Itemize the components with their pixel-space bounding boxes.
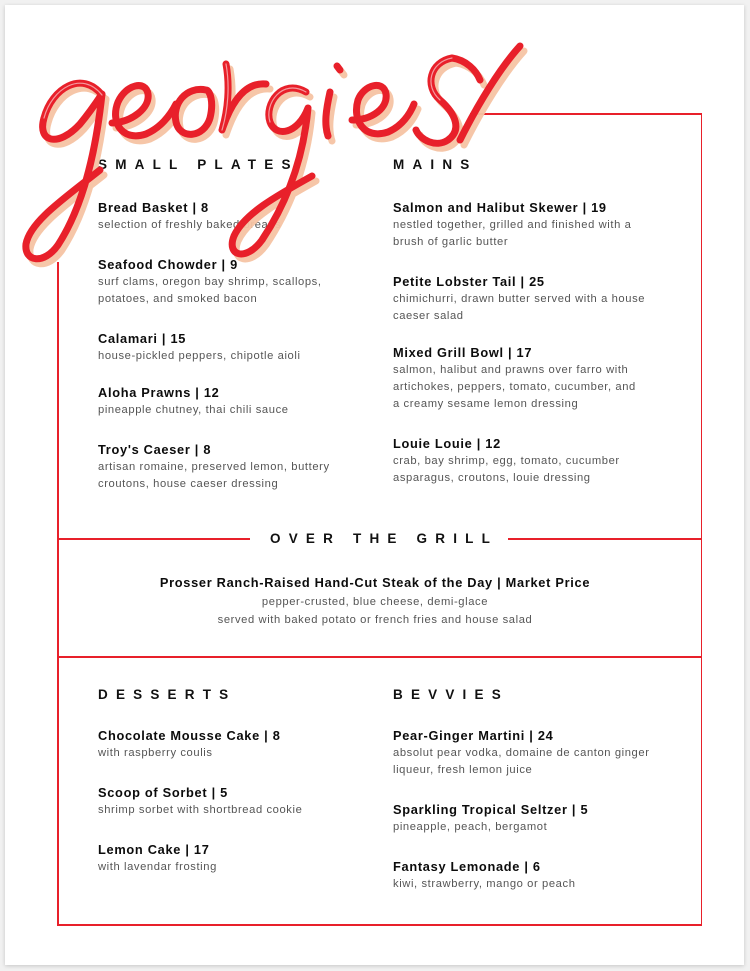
item-description: caeser salad [393, 310, 464, 322]
menu-item [98, 441, 330, 493]
item-title: Lemon Cake | 17 [98, 842, 210, 857]
item-description: artisan romaine, preserved lemon, buttery [98, 461, 330, 473]
item-description: with lavendar frosting [98, 861, 217, 873]
desserts-heading: DESSERTS [98, 687, 237, 702]
menu-item [98, 727, 281, 762]
item-description: with raspberry coulis [98, 747, 213, 759]
steak-description: served with baked potato or french fries and house salad [217, 614, 533, 626]
item-title: Seafood Chowder | 9 [98, 257, 238, 272]
frame-left-line [57, 262, 59, 925]
item-description: house-pickled peppers, chipotle aioli [98, 350, 301, 362]
item-title: Sparkling Tropical Seltzer | 5 [393, 802, 589, 817]
frame-right-line [701, 113, 703, 925]
item-description: croutons, house caeser dressing [98, 478, 279, 490]
menu-item [393, 801, 588, 836]
steak-title: Prosser Ranch-Raised Hand-Cut Steak of the Day | Market Price [159, 575, 591, 590]
item-description: artichokes, peppers, tomato, cucumber, and [393, 381, 636, 393]
small-plates-heading: SMALL PLATES [98, 157, 299, 172]
item-title: Petite Lobster Tail | 25 [393, 274, 545, 289]
item-description: potatoes, and smoked bacon [98, 293, 258, 305]
item-title: Calamari | 15 [98, 331, 187, 346]
menu-item [393, 273, 645, 325]
item-title: Louie Louie | 12 [393, 436, 501, 451]
item-title: Troy's Caeser | 8 [98, 442, 212, 457]
item-description: absolut pear vodka, domaine de canton ginger [393, 747, 650, 759]
over-the-grill-heading: OVER THE GRILL [270, 531, 499, 546]
menu-item [393, 435, 620, 487]
item-title: Bread Basket | 8 [98, 200, 209, 215]
menu-item [98, 384, 289, 419]
bevvies-heading: BEVVIES [393, 687, 509, 702]
georgies-script-logo [0, 0, 530, 280]
item-description: surf clams, oregon bay shrimp, scallops, [98, 276, 322, 288]
item-title: Aloha Prawns | 12 [98, 385, 220, 400]
item-description: selection of freshly baked breads [98, 219, 282, 231]
menu-item [393, 727, 650, 779]
item-description: nestled together, grilled and finished with a [393, 219, 632, 231]
item-title: Scoop of Sorbet | 5 [98, 785, 228, 800]
item-description: pineapple, peach, bergamot [393, 821, 548, 833]
item-title: Fantasy Lemonade | 6 [393, 859, 541, 874]
item-description: liqueur, fresh lemon juice [393, 764, 533, 776]
item-description: a creamy sesame lemon dressing [393, 398, 579, 410]
item-title: Chocolate Mousse Cake | 8 [98, 728, 281, 743]
menu-item [98, 784, 302, 819]
frame-bottom-line [57, 924, 702, 926]
item-title: Salmon and Halibut Skewer | 19 [393, 200, 607, 215]
item-description: brush of garlic butter [393, 236, 509, 248]
item-description: salmon, halibut and prawns over farro with [393, 364, 629, 376]
item-description: shrimp sorbet with shortbread cookie [98, 804, 303, 816]
item-description: asparagus, croutons, louie dressing [393, 472, 591, 484]
menu-item [393, 858, 576, 893]
menu-item [393, 344, 636, 413]
item-description: crab, bay shrimp, egg, tomato, cucumber [393, 455, 620, 467]
steak-description: pepper-crusted, blue cheese, demi-glace [261, 596, 489, 608]
item-description: kiwi, strawberry, mango or peach [393, 878, 576, 890]
section-divider-line [57, 656, 702, 658]
mains-heading: MAINS [393, 157, 478, 172]
menu-item [98, 841, 217, 876]
item-title: Mixed Grill Bowl | 17 [393, 345, 533, 360]
item-description: chimichurri, drawn butter served with a house [393, 293, 646, 305]
item-title: Pear-Ginger Martini | 24 [393, 728, 554, 743]
menu-item [98, 330, 301, 365]
item-description: pineapple chutney, thai chili sauce [98, 404, 289, 416]
